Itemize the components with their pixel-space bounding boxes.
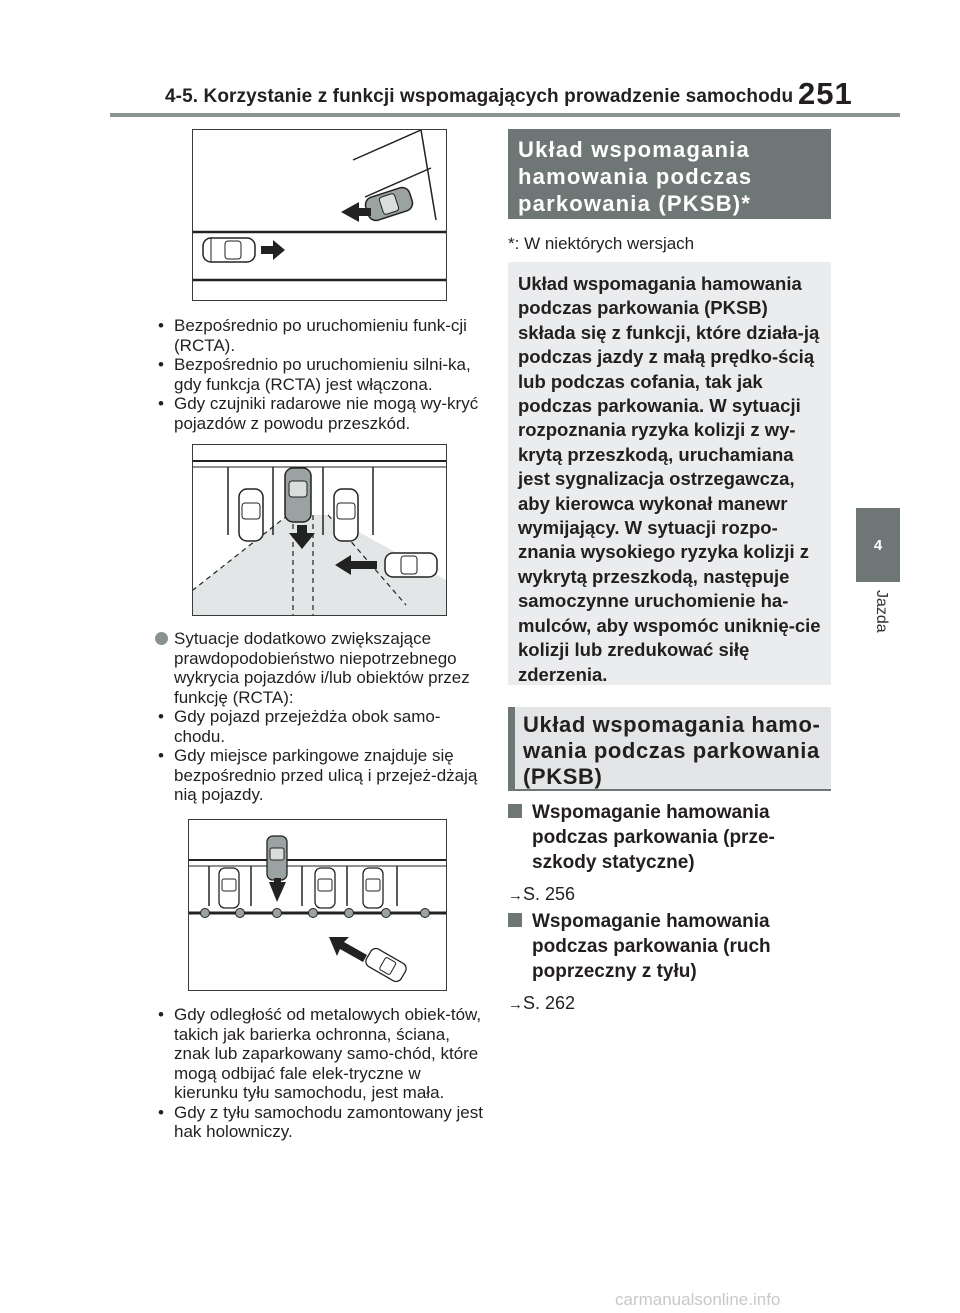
chapter-tab-number[interactable]: 4: [856, 508, 900, 582]
figure-rcta-guardrail: [188, 819, 447, 991]
reference-heading-text: Wspomaganie hamowania podczas parkowania (ruch poprzeczny z tyłu): [532, 911, 771, 982]
list-item: • Gdy odległość od metalowych obiek-tów, takich jak barierka ochronna, ściana, znak lub zaparkowany samo-chód, które mogą odbijać fale elek-tryczne w kierunku tyłu samochodu, jest mała.: [155, 1005, 485, 1103]
square-bullet-icon: [508, 913, 522, 927]
page-reference-link[interactable]: [508, 884, 831, 905]
info-box: Układ wspomagania hamowania podczas parkowania (PKSB) składa się z funkcji, które działa-ją podczas jazdy z małą prędko-ścią lub podczas cofania, tak jak podczas parkowania. W sytuacji rozpoznania ryzyka kolizji z wy-krytą przeszkodą, uruchamiana jest sygnalizacja ostrzegawcza, aby kierowca wykonał manewr wymijający. W sytuacji rozpo-znania wysokiego ryzyka kolizji z wykrytą przeszkodą, następuje samoczynne uruchomienie ha-mulców, aby wspomóc uniknię-cie kolizji lub zredukować siłę zderzenia.: [508, 262, 831, 685]
bullet-list-2: [155, 629, 485, 805]
list-item: • Gdy pojazd przejeżdża obok samo-chodu.: [155, 707, 485, 746]
page-number: 251: [798, 76, 853, 111]
chapter-tab-label: Jazda: [873, 590, 890, 633]
reference-item-2: [508, 909, 831, 1014]
page-reference-text: S. 262: [523, 993, 576, 1013]
footnote-mark: *:: [508, 234, 520, 253]
list-item: • Bezpośrednio po uruchomieniu silni-ka, gdy funkcja (RCTA) jest włączona.: [155, 355, 485, 394]
running-header-title: 4-5. Korzystanie z funkcji wspomagających prowadzenie samochodu: [165, 86, 794, 107]
circle-list-item: Sytuacje dodatkowo zwiększające prawdopodobieństwo niepotrzebnego wykrycia pojazdów i/lub obiektów przez funkcję (RCTA):: [155, 629, 485, 707]
section-title: Układ wspomagania hamowania podczas parkowania (PKSB)*: [508, 129, 831, 219]
reference-heading-text: Wspomaganie hamowania podczas parkowania (prze-szkody statyczne): [532, 802, 775, 873]
list-item: • Gdy z tyłu samochodu zamontowany jest hak holowniczy.: [155, 1103, 485, 1142]
page-reference-text: S. 256: [523, 884, 576, 904]
figure-rcta-parking-lot: [192, 444, 447, 616]
arrow-right-icon: →: [508, 887, 523, 904]
reference-heading: [508, 909, 831, 984]
bullet-list-1: [155, 316, 485, 433]
square-bullet-icon: [508, 804, 522, 818]
footnote-text: W niektórych wersjach: [524, 234, 695, 253]
list-item: • Gdy czujniki radarowe nie mogą wy-kryć pojazdów z powodu przeszkód.: [155, 394, 485, 433]
footnote: [508, 234, 831, 254]
list-item: • Gdy miejsce parkingowe znajduje się bezpośrednio przed ulicą i przejeż-dżają nią pojazdy.: [155, 746, 485, 805]
reference-item-1: [508, 800, 831, 905]
bullet-list-3: [155, 1005, 485, 1142]
page-reference-link[interactable]: [508, 993, 831, 1014]
subsection-title: Układ wspomagania hamo-wania podczas parkowania (PKSB): [508, 707, 831, 791]
header-rule: [110, 113, 900, 117]
watermark: carmanualsonline.info: [615, 1290, 781, 1309]
reference-heading: [508, 800, 831, 875]
list-item: • Bezpośrednio po uruchomieniu funk-cji (RCTA).: [155, 316, 485, 355]
figure-rcta-parking-exit: [192, 129, 447, 301]
arrow-right-icon: →: [508, 996, 523, 1013]
